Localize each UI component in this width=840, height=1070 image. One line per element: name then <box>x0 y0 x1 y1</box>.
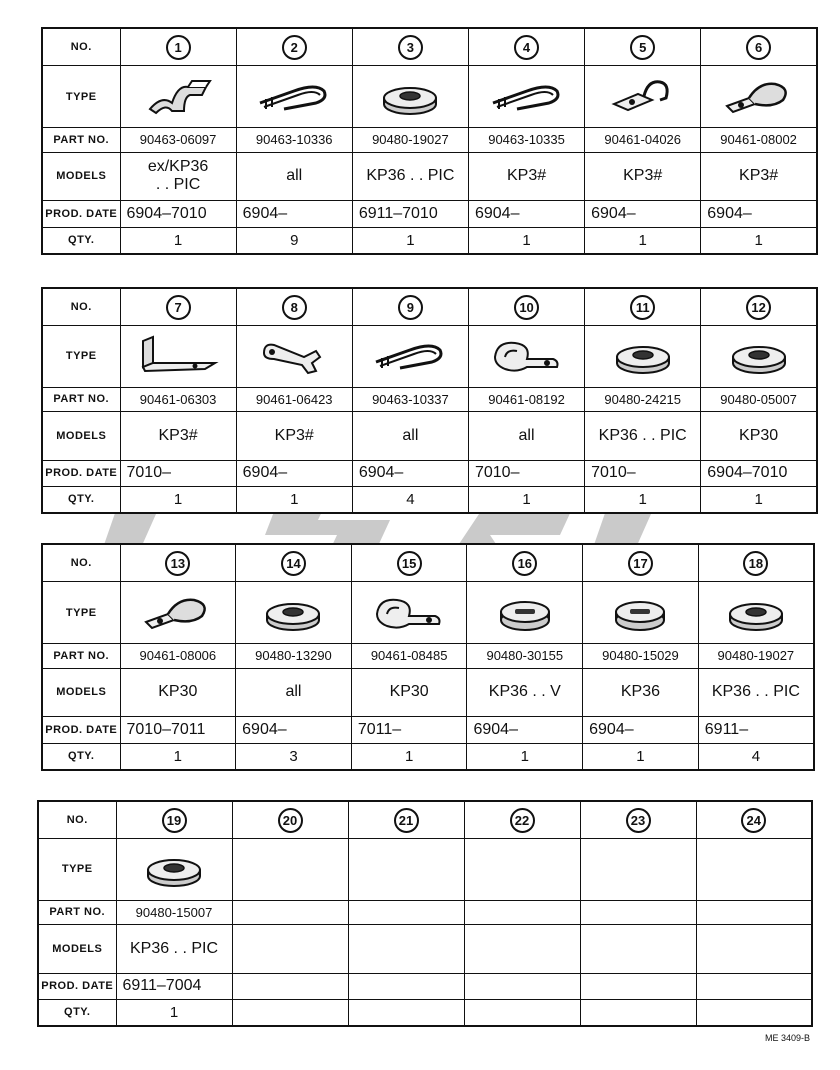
models-cell: KP3# <box>701 152 817 201</box>
qty-cell: 1 <box>236 486 352 513</box>
part-type-drawing <box>583 582 699 644</box>
models-cell: KP36 . . PIC <box>116 925 232 974</box>
prod-date-cell <box>348 973 464 999</box>
part-type-drawing <box>467 582 583 644</box>
row-part-no <box>42 128 817 152</box>
models-cell: KP30 <box>351 668 467 717</box>
models-cell: KP36 . . PIC <box>698 668 814 717</box>
models-cell <box>580 925 696 974</box>
item-number-badge: 16 <box>512 551 537 576</box>
item-number-badge: 9 <box>398 295 423 320</box>
item-number <box>348 801 464 839</box>
qty-cell: 1 <box>120 743 236 770</box>
qty-cell: 1 <box>585 227 701 254</box>
qty-cell <box>696 999 812 1026</box>
part-no-cell: 90461-08002 <box>701 128 817 152</box>
header-qty: QTY. <box>42 486 120 513</box>
header-models: MODELS <box>42 412 120 461</box>
part-no-cell: 90461-08485 <box>351 644 467 668</box>
item-number <box>120 544 236 582</box>
part-no-cell: 90480-15029 <box>583 644 699 668</box>
item-number <box>468 28 584 66</box>
prod-date-cell <box>580 973 696 999</box>
item-number-badge: 19 <box>162 808 187 833</box>
item-number-badge: 2 <box>282 35 307 60</box>
header-type: TYPE <box>42 582 120 644</box>
item-number <box>468 288 584 326</box>
header-no: NO. <box>42 28 120 66</box>
models-cell: all <box>468 412 584 461</box>
header-part-no: PART NO. <box>42 128 120 152</box>
item-number <box>236 288 352 326</box>
row-prod-date <box>42 717 814 744</box>
header-part-no: PART NO. <box>42 644 120 668</box>
part-no-cell <box>464 900 580 924</box>
qty-cell: 1 <box>351 743 467 770</box>
tab-bracket-icon <box>237 333 352 379</box>
grommet-icon <box>585 333 700 379</box>
part-no-cell <box>232 900 348 924</box>
row-no <box>42 544 814 582</box>
models-cell: KP3# <box>236 412 352 461</box>
models-cell: KP30 <box>701 412 817 461</box>
part-type-drawing <box>352 326 468 388</box>
prod-date-cell: 7010– <box>468 460 584 486</box>
part-no-cell <box>696 900 812 924</box>
part-type-drawing <box>698 582 814 644</box>
prod-date-cell <box>696 973 812 999</box>
part-no-cell: 90461-08192 <box>468 387 584 411</box>
item-number-badge: 21 <box>394 808 419 833</box>
qty-cell: 1 <box>468 486 584 513</box>
item-number <box>232 801 348 839</box>
prod-date-cell: 6904– <box>585 201 701 228</box>
models-cell: KP36 <box>583 668 699 717</box>
part-no-cell: 90463-10335 <box>468 128 584 152</box>
qty-cell: 1 <box>120 486 236 513</box>
qty-cell: 4 <box>698 743 814 770</box>
row-qty <box>42 486 817 513</box>
row-models <box>42 412 817 461</box>
item-number-badge: 12 <box>746 295 771 320</box>
row-part-no <box>42 387 817 411</box>
row-prod-date <box>42 460 817 486</box>
models-cell: KP36 . . PIC <box>585 412 701 461</box>
row-models <box>38 925 812 974</box>
header-prod-date: PROD. DATE <box>42 717 120 744</box>
parts-table-1 <box>41 27 818 255</box>
prod-date-cell: 6911–7004 <box>116 973 232 999</box>
prod-date-cell: 6904– <box>701 201 817 228</box>
qty-cell: 1 <box>701 486 817 513</box>
part-type-drawing <box>580 839 696 901</box>
item-number-badge: 14 <box>281 551 306 576</box>
prod-date-cell <box>464 973 580 999</box>
models-cell: KP30 <box>120 668 236 717</box>
part-no-cell: 90461-06423 <box>236 387 352 411</box>
part-type-drawing <box>701 326 817 388</box>
grommet-icon <box>699 590 813 636</box>
models-cell <box>696 925 812 974</box>
models-cell <box>464 925 580 974</box>
item-number-badge: 17 <box>628 551 653 576</box>
loop-clamp-icon <box>469 333 584 379</box>
part-type-drawing <box>701 66 817 128</box>
item-number-badge: 8 <box>282 295 307 320</box>
prod-date-cell: 6904–7010 <box>701 460 817 486</box>
qty-cell: 1 <box>468 227 584 254</box>
prod-date-cell: 6904– <box>468 201 584 228</box>
item-number <box>236 28 352 66</box>
part-no-cell: 90463-10337 <box>352 387 468 411</box>
header-no: NO. <box>42 288 120 326</box>
item-number-badge: 10 <box>514 295 539 320</box>
qty-cell: 1 <box>116 999 232 1026</box>
wire-clamp-icon <box>353 336 468 376</box>
grommet-icon <box>701 333 816 379</box>
header-qty: QTY. <box>42 227 120 254</box>
qty-cell: 4 <box>352 486 468 513</box>
header-type: TYPE <box>42 326 120 388</box>
tab-clamp-icon <box>121 590 236 636</box>
item-number-badge: 24 <box>741 808 766 833</box>
item-number-badge: 1 <box>166 35 191 60</box>
qty-cell: 1 <box>585 486 701 513</box>
part-no-cell: 90461-08006 <box>120 644 236 668</box>
prod-date-cell: 7010– <box>585 460 701 486</box>
item-number <box>352 28 468 66</box>
item-number <box>583 544 699 582</box>
item-number-badge: 4 <box>514 35 539 60</box>
grommet-icon <box>117 846 232 892</box>
l-bracket-icon <box>121 333 236 379</box>
row-type <box>42 326 817 388</box>
qty-cell: 9 <box>236 227 352 254</box>
models-cell <box>232 925 348 974</box>
qty-cell: 1 <box>120 227 236 254</box>
item-number <box>696 801 812 839</box>
loop-clamp-icon <box>352 590 467 636</box>
part-type-drawing <box>696 839 812 901</box>
prod-date-cell: 6904– <box>467 717 583 744</box>
header-part-no: PART NO. <box>42 387 120 411</box>
item-number-badge: 7 <box>166 295 191 320</box>
header-type: TYPE <box>38 839 116 901</box>
header-type: TYPE <box>42 66 120 128</box>
prod-date-cell: 6904– <box>352 460 468 486</box>
row-prod-date <box>42 201 817 228</box>
item-number <box>351 544 467 582</box>
item-number-badge: 18 <box>743 551 768 576</box>
item-number <box>116 801 232 839</box>
part-no-cell <box>348 900 464 924</box>
qty-cell <box>232 999 348 1026</box>
qty-cell: 1 <box>467 743 583 770</box>
item-number <box>701 288 817 326</box>
prod-date-cell: 7011– <box>351 717 467 744</box>
header-qty: QTY. <box>38 999 116 1026</box>
header-models: MODELS <box>38 925 116 974</box>
grommet-icon <box>353 74 468 120</box>
part-type-drawing <box>351 582 467 644</box>
part-type-drawing <box>120 66 236 128</box>
part-type-drawing <box>120 326 236 388</box>
row-type <box>42 66 817 128</box>
models-cell: all <box>236 668 352 717</box>
parts-table-3 <box>41 543 815 771</box>
clip-bracket-icon <box>121 73 236 121</box>
item-number <box>464 801 580 839</box>
item-number-badge: 22 <box>510 808 535 833</box>
part-type-drawing <box>585 66 701 128</box>
row-models <box>42 152 817 201</box>
item-number-badge: 15 <box>397 551 422 576</box>
header-prod-date: PROD. DATE <box>42 201 120 228</box>
row-qty <box>38 999 812 1026</box>
part-no-cell: 90463-06097 <box>120 128 236 152</box>
prod-date-cell: 6904– <box>236 201 352 228</box>
tab-clamp-icon <box>701 74 816 120</box>
part-type-drawing <box>468 326 584 388</box>
part-no-cell: 90480-19027 <box>698 644 814 668</box>
header-no: NO. <box>42 544 120 582</box>
bracket-clamp-icon <box>585 74 700 120</box>
row-no <box>38 801 812 839</box>
models-cell: all <box>236 152 352 201</box>
models-cell: KP3# <box>120 412 236 461</box>
models-cell: KP36 . . PIC <box>352 152 468 201</box>
item-number <box>698 544 814 582</box>
item-number <box>701 28 817 66</box>
qty-cell <box>348 999 464 1026</box>
header-prod-date: PROD. DATE <box>42 460 120 486</box>
drawing-reference: ME 3409-B <box>764 1033 810 1043</box>
row-prod-date <box>38 973 812 999</box>
qty-cell: 1 <box>701 227 817 254</box>
grommet-icon <box>236 590 351 636</box>
part-no-cell <box>580 900 696 924</box>
qty-cell <box>580 999 696 1026</box>
prod-date-cell: 6911– <box>698 717 814 744</box>
header-no: NO. <box>38 801 116 839</box>
models-cell: KP3# <box>468 152 584 201</box>
item-number <box>120 28 236 66</box>
item-number <box>580 801 696 839</box>
part-type-drawing <box>585 326 701 388</box>
plug-icon <box>467 590 582 636</box>
part-no-cell: 90480-24215 <box>585 387 701 411</box>
qty-cell: 3 <box>236 743 352 770</box>
part-no-cell: 90461-04026 <box>585 128 701 152</box>
models-cell: KP36 . . V <box>467 668 583 717</box>
parts-table-4 <box>37 800 813 1027</box>
row-part-no <box>42 644 814 668</box>
item-number <box>585 288 701 326</box>
part-type-drawing <box>120 582 236 644</box>
part-no-cell: 90480-05007 <box>701 387 817 411</box>
row-models <box>42 668 814 717</box>
header-qty: QTY. <box>42 743 120 770</box>
parts-table-2 <box>41 287 818 514</box>
part-no-cell: 90463-10336 <box>236 128 352 152</box>
part-no-cell: 90480-19027 <box>352 128 468 152</box>
item-number <box>236 544 352 582</box>
item-number-badge: 3 <box>398 35 423 60</box>
models-cell: ex/KP36 . . PIC <box>120 152 236 201</box>
prod-date-cell: 6904– <box>236 717 352 744</box>
prod-date-cell <box>232 973 348 999</box>
part-type-drawing <box>236 66 352 128</box>
prod-date-cell: 6911–7010 <box>352 201 468 228</box>
item-number-badge: 13 <box>165 551 190 576</box>
header-models: MODELS <box>42 152 120 201</box>
header-models: MODELS <box>42 668 120 717</box>
models-cell <box>348 925 464 974</box>
prod-date-cell: 7010– <box>120 460 236 486</box>
models-cell: KP3# <box>585 152 701 201</box>
part-type-drawing <box>348 839 464 901</box>
wire-clamp-icon <box>237 77 352 117</box>
row-qty <box>42 743 814 770</box>
part-type-drawing <box>236 326 352 388</box>
row-part-no <box>38 900 812 924</box>
qty-cell: 1 <box>583 743 699 770</box>
row-no <box>42 288 817 326</box>
qty-cell <box>464 999 580 1026</box>
item-number-badge: 5 <box>630 35 655 60</box>
part-no-cell: 90461-06303 <box>120 387 236 411</box>
prod-date-cell: 7010–7011 <box>120 717 236 744</box>
part-no-cell: 90480-13290 <box>236 644 352 668</box>
row-no <box>42 28 817 66</box>
part-type-drawing <box>352 66 468 128</box>
item-number-badge: 6 <box>746 35 771 60</box>
item-number <box>352 288 468 326</box>
item-number-badge: 20 <box>278 808 303 833</box>
row-type <box>42 582 814 644</box>
header-prod-date: PROD. DATE <box>38 973 116 999</box>
row-type <box>38 839 812 901</box>
item-number-badge: 23 <box>626 808 651 833</box>
item-number-badge: 11 <box>630 295 655 320</box>
part-no-cell: 90480-15007 <box>116 900 232 924</box>
prod-date-cell: 6904–7010 <box>120 201 236 228</box>
wire-clamp-icon <box>469 77 584 117</box>
part-type-drawing <box>464 839 580 901</box>
prod-date-cell: 6904– <box>236 460 352 486</box>
prod-date-cell: 6904– <box>583 717 699 744</box>
models-cell: all <box>352 412 468 461</box>
part-type-drawing <box>236 582 352 644</box>
row-qty <box>42 227 817 254</box>
part-type-drawing <box>468 66 584 128</box>
header-part-no: PART NO. <box>38 900 116 924</box>
item-number <box>467 544 583 582</box>
part-type-drawing <box>116 839 232 901</box>
qty-cell: 1 <box>352 227 468 254</box>
item-number <box>585 28 701 66</box>
item-number <box>120 288 236 326</box>
part-no-cell: 90480-30155 <box>467 644 583 668</box>
plug-icon <box>583 590 698 636</box>
part-type-drawing <box>232 839 348 901</box>
